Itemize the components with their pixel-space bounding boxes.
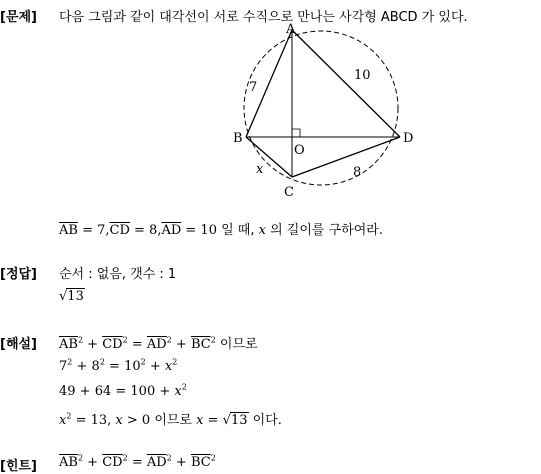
hint-exp: 2 — [210, 453, 216, 463]
sol2-a: 7 — [59, 359, 68, 374]
sol-exp: 2 — [210, 335, 216, 345]
answer-value: √13 — [59, 289, 84, 304]
right-angle-mark — [292, 129, 300, 137]
sol-seg-cd: $\overline{CD}$ — [102, 337, 123, 352]
given-variable: x — [258, 223, 266, 238]
hint-exp: 2 — [122, 453, 128, 463]
sol4-var3: x — [196, 413, 204, 428]
length-ab-label: 7 — [249, 80, 258, 95]
hint-seg-ad: $\overline{AD}$ — [146, 455, 167, 470]
problem-text: 다음 그림과 같이 대각선이 서로 수직으로 만나는 사각형 ABCD 가 있다. — [59, 10, 468, 25]
length-cd-label: 8 — [353, 165, 362, 180]
sol3-exp: 2 — [181, 382, 187, 392]
value-ad: = 10 — [181, 223, 217, 238]
sol2-exp: 2 — [99, 357, 105, 367]
sol-plus: + — [171, 337, 191, 352]
sol-seg-bc: $\overline{BC}$ — [190, 337, 211, 352]
value-ab: = 7, — [77, 223, 110, 238]
hint-plus: + — [171, 455, 191, 470]
quadrilateral-figure — [225, 22, 425, 202]
sol4-tail: 이므로 — [150, 413, 197, 428]
solution-line-4: $x^2 = 13$, x > 0 이므로 x = √13 이다. — [59, 411, 282, 428]
segment-ab: $\overline{AB}$ — [59, 223, 78, 238]
sol4-mid: = 13, — [71, 413, 116, 428]
vertex-a-label: A — [286, 22, 296, 37]
answer-meta: 순서 : 없음, 갯수 : 1 — [59, 267, 177, 282]
value-cd: = 8, — [129, 223, 162, 238]
hint-seg-cd: $\overline{CD}$ — [102, 455, 123, 470]
sol3-var: x — [174, 384, 182, 399]
problem-tag: [문제] — [0, 10, 37, 25]
side-cd — [292, 137, 400, 177]
answer-sqrt-arg: 13 — [67, 289, 84, 304]
segment-ad: $\overline{AD}$ — [161, 223, 182, 238]
sol4-var: x — [59, 413, 67, 428]
hint-plus: + — [83, 455, 103, 470]
sol4-var2: x — [115, 413, 123, 428]
solution-line-3 — [59, 384, 187, 399]
hint-seg-ab: $\overline{AB}$ — [59, 455, 78, 470]
hint-eq: = — [127, 455, 147, 470]
sol-seg-ad: $\overline{AD}$ — [146, 337, 167, 352]
length-ad-label: 10 — [354, 68, 371, 83]
sol4-eq: = — [203, 413, 223, 428]
vertex-b-label: B — [233, 131, 243, 146]
hint-exp: 2 — [77, 453, 84, 463]
sol-exp: 2 — [122, 335, 128, 345]
sol4-gt: > 0 — [122, 413, 151, 428]
length-bc-label: x — [256, 162, 264, 177]
sol2-b: + 8 — [72, 359, 100, 374]
answer-tag: [정답] — [0, 267, 37, 282]
solution-line-1 — [59, 333, 258, 352]
circumscribed-circle — [244, 31, 398, 185]
sol-exp: 2 — [77, 335, 84, 345]
sol2-var: x — [164, 359, 173, 374]
solution-tag: [해설] — [0, 337, 37, 352]
hint-exp: 2 — [166, 453, 172, 463]
given-end: 의 길이를 구하여라. — [265, 223, 383, 238]
sol2-c: = 10 — [104, 359, 141, 374]
vertex-d-label: D — [403, 131, 414, 146]
vertex-c-label: C — [284, 185, 294, 200]
sol-eq: = — [127, 337, 147, 352]
solution-line-2 — [59, 359, 177, 374]
given-condition — [59, 219, 383, 238]
sol2-d: + — [145, 359, 165, 374]
sol-seg-ab: $\overline{AB}$ — [59, 337, 78, 352]
sol-tail: 이므로 — [215, 337, 258, 352]
sol4-sqrt-arg: 13 — [230, 413, 248, 428]
hint-tag: [힌트] — [0, 459, 37, 474]
sol2-exp: 2 — [67, 357, 73, 367]
center-o-label: O — [294, 143, 305, 158]
sol2-exp: 2 — [172, 357, 178, 367]
sol3-text: 49 + 64 = 100 + — [59, 384, 175, 399]
side-ad — [292, 30, 400, 137]
side-bc — [246, 137, 292, 177]
sol4-exp: 2 — [66, 411, 72, 421]
sol2-exp: 2 — [140, 357, 146, 367]
given-tail: 일 때, — [216, 223, 259, 238]
sol4-end: 이다. — [248, 413, 282, 428]
hint-seg-bc: $\overline{BC}$ — [190, 455, 211, 470]
segment-cd: $\overline{CD}$ — [109, 223, 130, 238]
hint-formula — [59, 455, 216, 470]
sol-plus: + — [83, 337, 103, 352]
sol-exp: 2 — [166, 335, 172, 345]
